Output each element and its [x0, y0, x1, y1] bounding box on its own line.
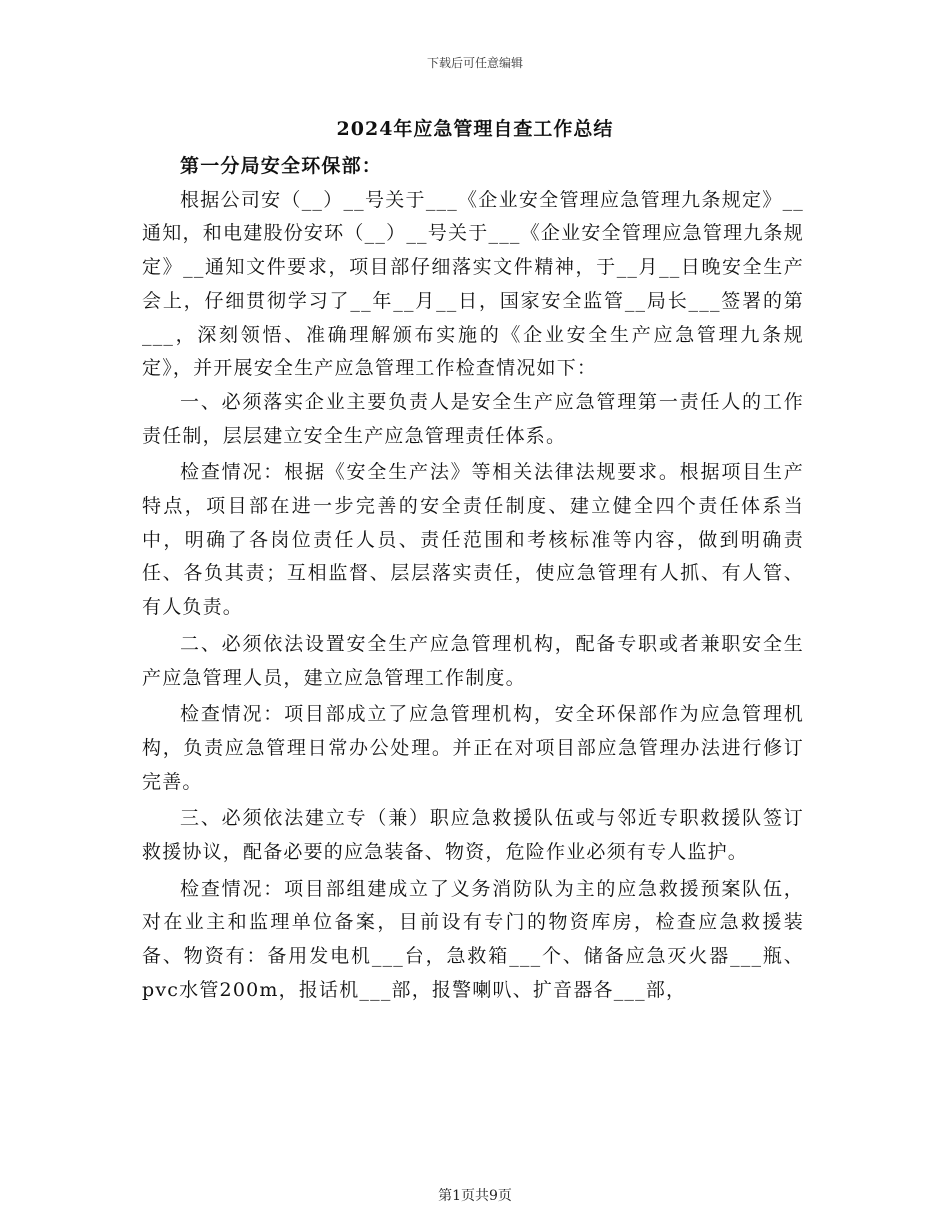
paragraph-check-3: 检查情况：项目部组建成立了义务消防队为主的应急救援预案队伍，对在业主和监理单位备案，目前设有专门的物资库房，检查应急救援装备、物资有：备用发电机___台，急救箱___个、储备应急灭火器___瓶、pvc水管200m，报话机___部，报警喇叭、扩音器各___部，	[142, 877, 804, 1001]
paragraph-item-3: 三、必须依法建立专（兼）职应急救援队伍或与邻近专职救援队签订救援协议，配备必要的应急装备、物资，危险作业必须有专人监护。	[142, 807, 804, 864]
document-title: 2024年应急管理自查工作总结	[336, 118, 614, 140]
paragraph-item-1: 一、必须落实企业主要负责人是安全生产应急管理第一责任人的工作责任制，层层建立安全生产应急管理责任体系。	[142, 390, 804, 447]
paragraph-check-2: 检查情况：项目部成立了应急管理机构，安全环保部作为应急管理机构，负责应急管理日常办公处理。并正在对项目部应急管理办法进行修订完善。	[142, 703, 804, 793]
header-note: 下载后可任意编辑	[426, 56, 523, 70]
page-number: 第1页共9页	[438, 1188, 512, 1204]
section-heading: 第一分局安全环保部：	[180, 155, 383, 177]
document-body	[142, 150, 804, 1008]
paragraph-check-1: 检查情况：根据《安全生产法》等相关法律法规要求。根据项目生产特点，项目部在进一步完善的安全责任制度、建立健全四个责任体系当中，明确了各岗位责任人员、责任范围和考核标准等内容，做到明确责任、各负其责；互相监督、层层落实责任，使应急管理有人抓、有人管、有人负责。	[142, 461, 804, 619]
paragraph-intro: 根据公司安（__）__号关于___《企业安全管理应急管理九条规定》__通知，和电建股份安环（__）__号关于___《企业安全管理应急管理九条规定》__通知文件要求，项目部仔细落实文件精神，于__月__日晚安全生产会上，仔细贯彻学习了__年__月__日，国家安全监管__局长___签署的第___，深刻领悟、准确理解颁布实施的《企业安全生产应急管理九条规定》，并开展安全生产应急管理工作检查情况如下：	[142, 188, 804, 380]
paragraph-item-2: 二、必须依法设置安全生产应急管理机构，配备专职或者兼职安全生产应急管理人员，建立应急管理工作制度。	[142, 632, 804, 689]
